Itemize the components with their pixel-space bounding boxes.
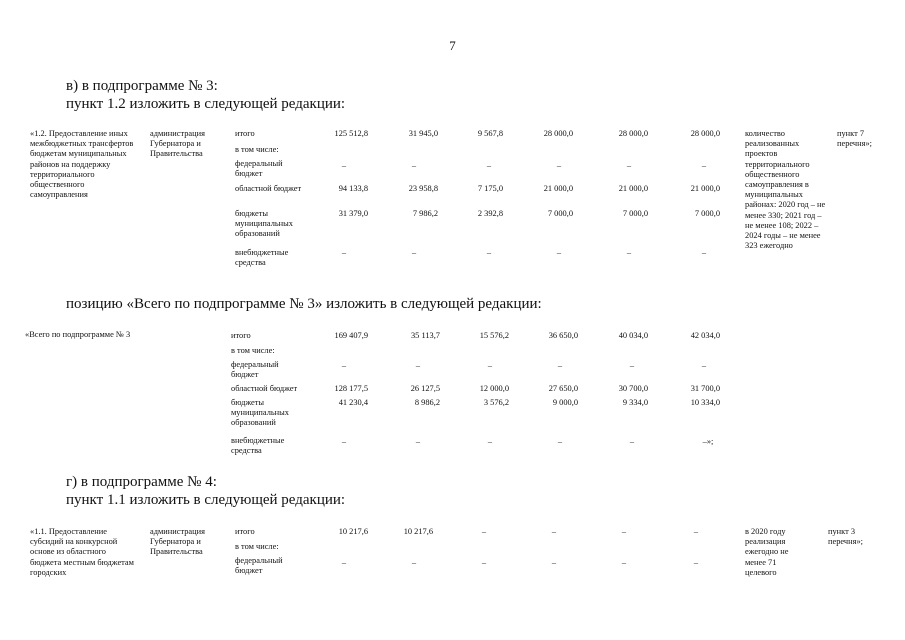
row-label: в том числе:	[235, 145, 279, 154]
value-cell: –	[621, 527, 627, 536]
value-cell: 169 407,9	[334, 331, 368, 340]
row-label: в том числе:	[231, 346, 275, 355]
value-cell: 3 576,2	[483, 398, 509, 407]
value-cell: 26 127,5	[410, 384, 440, 393]
value-cell: –	[701, 248, 707, 257]
value-cell: 125 512,8	[334, 129, 368, 138]
value-cell: 31 700,0	[690, 384, 720, 393]
value-cell: –	[557, 437, 563, 446]
row-label: федеральный бюджет	[235, 159, 283, 179]
value-cell: 94 133,8	[338, 184, 368, 193]
value-cell: –	[341, 437, 347, 446]
value-cell: 28 000,0	[543, 129, 573, 138]
value-cell: 8 986,2	[414, 398, 440, 407]
value-cell: 30 700,0	[618, 384, 648, 393]
value-cell: –	[341, 361, 347, 370]
value-cell: 21 000,0	[618, 184, 648, 193]
value-cell: –	[701, 361, 707, 370]
value-cell: –	[551, 558, 557, 567]
value-cell: –	[556, 161, 562, 170]
value-cell: –	[487, 437, 493, 446]
value-cell: –	[556, 248, 562, 257]
value-cell: –	[481, 527, 487, 536]
row-label: бюджеты муниципальных образований	[235, 209, 293, 239]
value-cell: –	[693, 558, 699, 567]
row-label: областной бюджет	[235, 184, 302, 193]
total-name: «Всего по подпрограмме № 3	[25, 330, 131, 339]
value-cell: –	[557, 361, 563, 370]
value-cell: 12 000,0	[479, 384, 509, 393]
value-cell: 7 000,0	[694, 209, 720, 218]
item-reference: пункт 7 перечня»;	[837, 129, 872, 149]
section-g-heading: г) в подпрограмме № 4:	[66, 474, 217, 490]
value-cell: 7 175,0	[477, 184, 503, 193]
value-cell: –	[341, 248, 347, 257]
value-cell: –	[621, 558, 627, 567]
value-cell: –	[341, 161, 347, 170]
value-cell: 10 217,6	[338, 527, 368, 536]
value-cell: 9 567,8	[477, 129, 503, 138]
row-label: в том числе:	[235, 542, 279, 551]
item-indicator: количество реализованных проектов территориального общественного самоуправления в муниципальных районах: 2020 год – не менее 330; 2021 год – не менее 108; 2022 – 2024 годы – не менее 323 ежегодно	[745, 129, 826, 251]
value-cell: –	[481, 558, 487, 567]
value-cell: 27 650,0	[548, 384, 578, 393]
item-reference: пункт 3 перечня»;	[828, 527, 863, 547]
value-cell: –	[487, 361, 493, 370]
value-cell: 41 230,4	[338, 398, 368, 407]
value-cell: –	[411, 558, 417, 567]
row-label: внебюджетные средства	[231, 436, 285, 456]
value-cell: 21 000,0	[543, 184, 573, 193]
value-cell: –»;	[702, 437, 714, 446]
value-cell: 31 945,0	[408, 129, 438, 138]
row-label: федеральный бюджет	[231, 360, 279, 380]
value-cell: 9 000,0	[552, 398, 578, 407]
value-cell: 128 177,5	[334, 384, 368, 393]
value-cell: –	[486, 248, 492, 257]
item-name: «1.2. Предоставление иных межбюджетных трансфертов бюджетам муниципальных районов на поддержку территориального общественного самоуправления	[30, 129, 134, 200]
item-name: «1.1. Предоставление субсидий на конкурсной основе из областного бюджета местным бюджетам городских	[30, 527, 134, 577]
value-cell: –	[629, 361, 635, 370]
item-executor: администрация Губернатора и Правительства	[150, 527, 205, 557]
value-cell: 10 217,6	[403, 527, 433, 536]
row-label: бюджеты муниципальных образований	[231, 398, 289, 428]
row-label: итого	[235, 129, 255, 138]
value-cell: –	[551, 527, 557, 536]
value-cell: 7 986,2	[412, 209, 438, 218]
item-indicator: в 2020 году реализация ежегодно не менее 71 целевого	[745, 527, 789, 577]
position-total-heading: позицию «Всего по подпрограмме № 3» изложить в следующей редакции:	[66, 296, 542, 312]
value-cell: –	[411, 248, 417, 257]
value-cell: 36 650,0	[548, 331, 578, 340]
page-number: 7	[449, 38, 456, 53]
value-cell: 23 958,8	[408, 184, 438, 193]
value-cell: 28 000,0	[618, 129, 648, 138]
section-g-subheading: пункт 1.1 изложить в следующей редакции:	[66, 492, 346, 508]
value-cell: 7 000,0	[547, 209, 573, 218]
value-cell: –	[341, 558, 347, 567]
value-cell: 40 034,0	[618, 331, 648, 340]
value-cell: 28 000,0	[690, 129, 720, 138]
row-label: итого	[235, 527, 255, 536]
value-cell: –	[629, 437, 635, 446]
row-label: внебюджетные средства	[235, 248, 289, 268]
value-cell: 10 334,0	[690, 398, 720, 407]
value-cell: 7 000,0	[622, 209, 648, 218]
value-cell: –	[626, 161, 632, 170]
value-cell: 2 392,8	[477, 209, 503, 218]
row-label: итого	[231, 331, 251, 340]
item-executor: администрация Губернатора и Правительства	[150, 129, 205, 159]
value-cell: –	[411, 161, 417, 170]
value-cell: –	[486, 161, 492, 170]
value-cell: 42 034,0	[690, 331, 720, 340]
value-cell: 31 379,0	[338, 209, 368, 218]
row-label: областной бюджет	[231, 384, 298, 393]
value-cell: –	[693, 527, 699, 536]
value-cell: –	[701, 161, 707, 170]
section-v-heading: в) в подпрограмме № 3:	[66, 78, 218, 94]
value-cell: 9 334,0	[622, 398, 648, 407]
value-cell: –	[415, 361, 421, 370]
section-v-subheading: пункт 1.2 изложить в следующей редакции:	[66, 96, 346, 112]
value-cell: –	[415, 437, 421, 446]
value-cell: 15 576,2	[479, 331, 509, 340]
row-label: федеральный бюджет	[235, 556, 283, 576]
value-cell: –	[626, 248, 632, 257]
value-cell: 21 000,0	[690, 184, 720, 193]
value-cell: 35 113,7	[410, 331, 440, 340]
